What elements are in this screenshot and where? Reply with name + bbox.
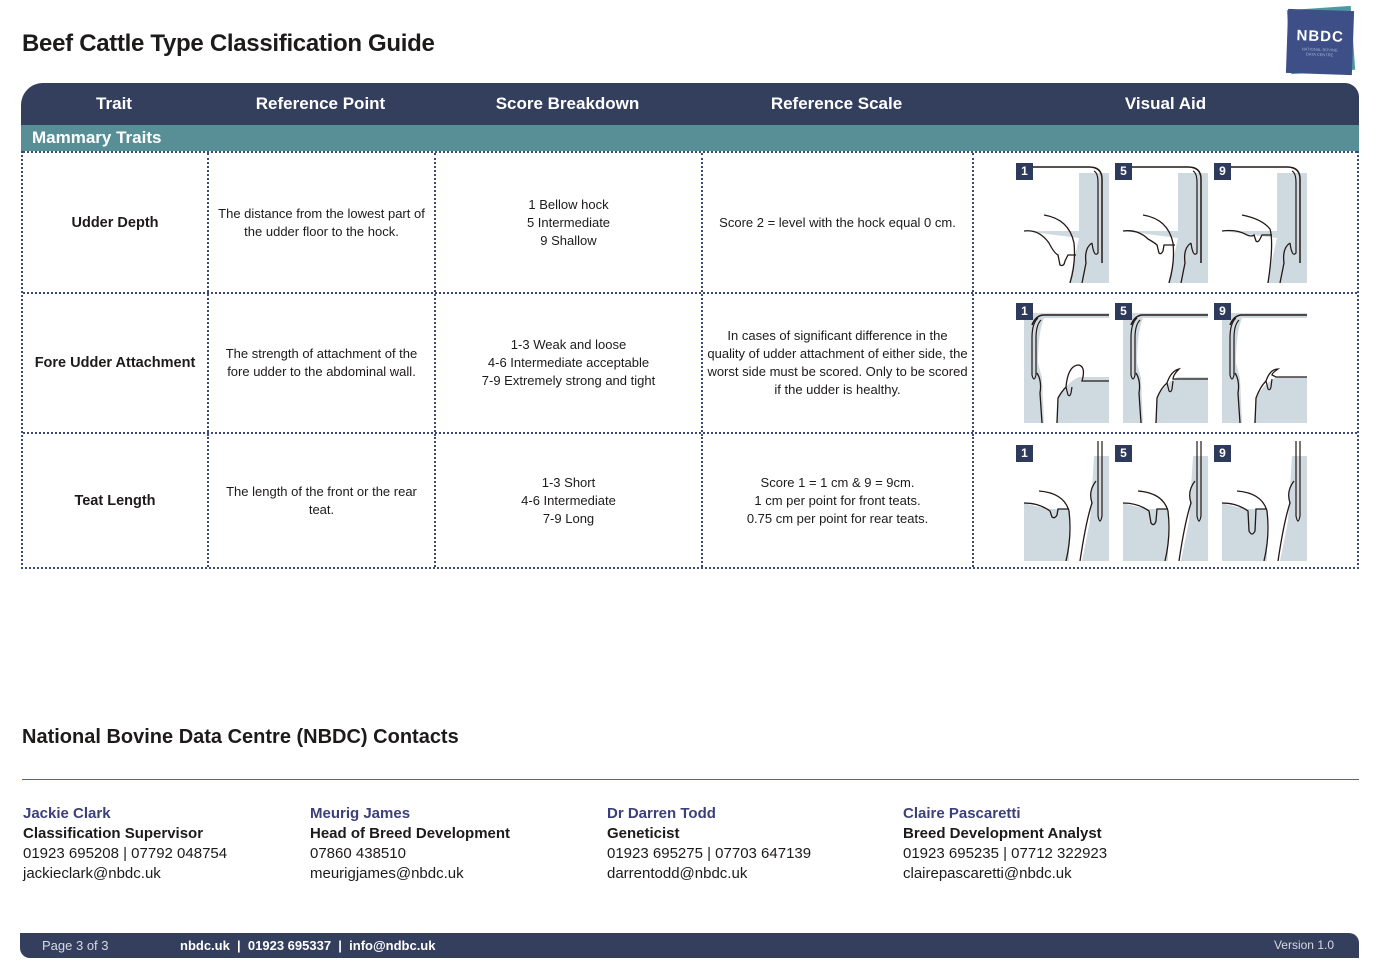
udder-depth-illustration-9 [1222,163,1307,283]
contact-card [903,804,1107,884]
contact-email[interactable]: darrentodd@nbdc.uk [607,865,748,882]
contact-role: Classification Supervisor [23,825,204,842]
logo-brand: NBDC [1296,26,1345,46]
udder-depth-illustration-1 [1024,163,1109,283]
contact-role: Breed Development Analyst [903,825,1102,842]
scale-line: Score 1 = 1 cm & 9 = 9cm. [760,474,915,490]
divider [22,779,1359,780]
section-mammary-traits: Mammary Traits [21,125,1359,151]
contact-phone[interactable]: 01923 695235 | 07712 322923 [903,845,1108,862]
score-line: 4-6 Intermediate [521,492,616,508]
nbdc-logo [1285,6,1357,78]
visual-aid [972,434,1359,567]
reference-scale: In cases of significant difference in the quality of udder attachment of either side, the worst side must be scored. Only to be scored if the udder is healthy. [701,294,972,432]
contact-email[interactable]: jackieclark@nbdc.uk [23,865,161,882]
page-number: Page 3 of 3 [42,938,109,953]
score-line: 1 Bellow hock [528,196,609,212]
version-label: Version 1.0 [1273,938,1334,952]
scale-line: 1 cm per point for front teats. [754,492,921,508]
trait-name: Teat Length [74,492,156,509]
fore-udder-illustration-9 [1222,303,1307,423]
visual-aid [972,294,1359,432]
scale-line: 0.75 cm per point for rear teats. [746,510,929,526]
table-row [23,432,1357,567]
score-line: 5 Intermediate [526,214,611,230]
contact-name: Meurig James [310,805,411,822]
score-badge: 1 [1016,303,1033,320]
score-line: 9 Shallow [540,232,597,248]
fore-udder-illustration-5 [1123,303,1208,423]
page-title: Beef Cattle Type Classification Guide [22,30,435,57]
udder-depth-figure [1219,163,1307,283]
score-line: 7-9 Long [542,510,595,526]
score-badge: 9 [1214,445,1231,462]
contact-email[interactable]: clairepascaretti@nbdc.uk [903,865,1072,882]
score-line: 1-3 Short [541,474,596,490]
header-reference-point: Reference Point [255,94,386,113]
reference-scale [701,434,972,567]
footer-contact-line[interactable]: nbdc.uk | 01923 695337 | info@ndbc.uk [180,938,436,953]
teat-length-illustration-1 [1024,441,1109,561]
score-badge: 5 [1115,163,1132,180]
table-body [21,151,1359,569]
contact-phone[interactable]: 01923 695275 | 07703 647139 [607,845,812,862]
reference-point: The distance from the lowest part of the udder floor to the hock. [207,153,434,292]
teat-length-figure [1219,441,1307,561]
score-line: 1-3 Weak and loose [510,337,627,352]
logo-front-square [1286,9,1354,75]
table-row [23,292,1357,432]
contact-role: Geneticist [607,825,680,842]
classification-table [21,83,1359,569]
score-line: 4-6 Intermediate acceptable [487,355,650,370]
contact-role: Head of Breed Development [310,825,511,842]
score-badge: 1 [1016,445,1033,462]
udder-depth-figure [1021,163,1109,283]
header-trait: Trait [96,94,132,113]
contacts-title: National Bovine Data Centre (NBDC) Contacts [22,726,459,748]
contact-email[interactable]: meurigjames@nbdc.uk [310,865,464,882]
score-breakdown [434,153,701,292]
contact-name: Claire Pascaretti [903,805,1021,822]
contact-name: Jackie Clark [23,805,111,822]
udder-depth-illustration-5 [1123,163,1208,283]
score-badge: 9 [1214,303,1231,320]
reference-point: The length of the front or the rear teat. [207,434,434,567]
contact-name: Dr Darren Todd [607,805,716,822]
table-header [21,83,1359,125]
fore-udder-illustration-1 [1024,303,1109,423]
fore-udder-figure [1120,303,1208,423]
table-row [23,151,1357,292]
visual-aid [972,153,1359,292]
contact-card [23,804,227,884]
teat-length-figure [1021,441,1109,561]
reference-scale: Score 2 = level with the hock equal 0 cm. [701,153,972,292]
teat-length-illustration-5 [1123,441,1208,561]
score-line: 7-9 Extremely strong and tight [481,373,656,388]
fore-udder-figure [1219,303,1307,423]
trait-name: Fore Udder Attachment [34,355,196,371]
logo-subtitle: NATIONAL BOVINE DATA CENTRE [1301,45,1338,57]
header-score-breakdown: Score Breakdown [495,94,640,113]
teat-length-illustration-9 [1222,441,1307,561]
score-breakdown [434,294,701,432]
teat-length-figure [1120,441,1208,561]
contact-card [607,804,811,884]
reference-point: The strength of attachment of the fore udder to the abdominal wall. [207,294,434,432]
score-breakdown [434,434,701,567]
contact-card [310,804,510,884]
score-badge: 5 [1115,303,1132,320]
score-badge: 5 [1115,445,1132,462]
score-badge: 9 [1214,163,1231,180]
contact-phone[interactable]: 01923 695208 | 07792 048754 [23,845,228,862]
fore-udder-figure [1021,303,1109,423]
score-badge: 1 [1016,163,1033,180]
udder-depth-figure [1120,163,1208,283]
header-visual-aid: Visual Aid [1124,94,1207,113]
footer-bar [20,933,1359,958]
contact-phone[interactable]: 07860 438510 [310,845,406,862]
trait-name: Udder Depth [71,214,159,231]
header-reference-scale: Reference Scale [770,94,903,113]
